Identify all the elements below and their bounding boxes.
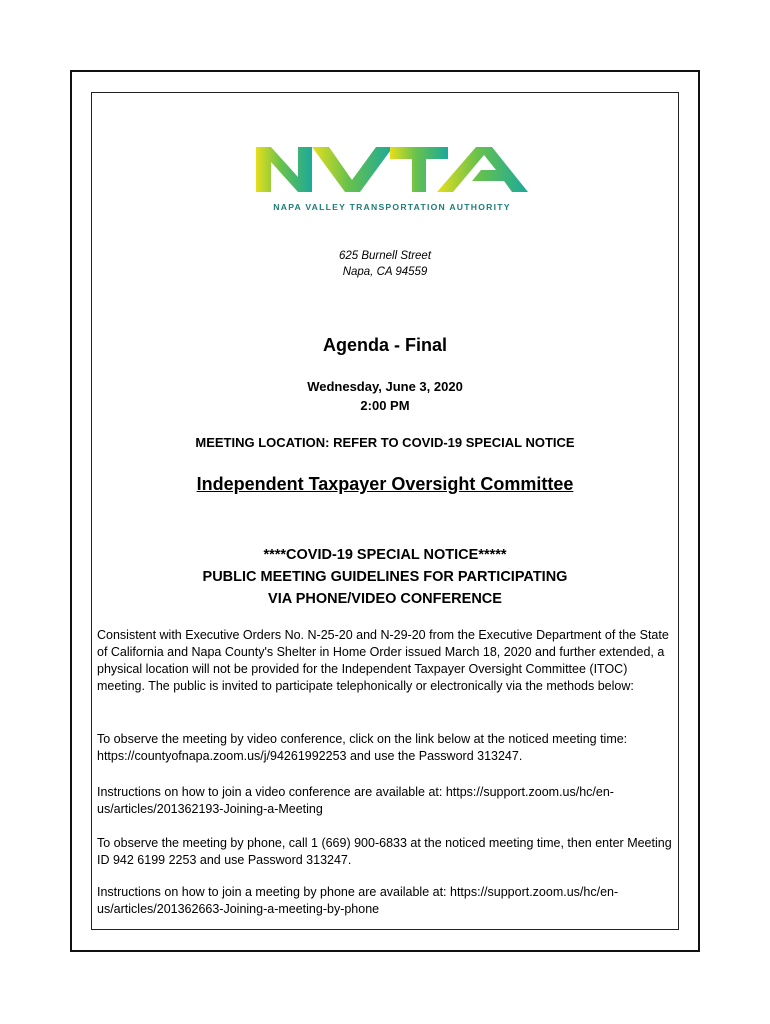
meeting-time: 2:00 PM bbox=[360, 398, 410, 413]
guidelines-heading-line1: PUBLIC MEETING GUIDELINES FOR PARTICIPATING bbox=[202, 569, 568, 585]
video-instructions-paragraph: Instructions on how to join a video conference are available at: https://support.zoom.us/hc/en-us/articles/201362193-Joining-a-Meeting bbox=[97, 785, 614, 816]
phone-paragraph: To observe the meeting by phone, call 1 (669) 900-6833 at the noticed meeting time, then enter Meeting ID 942 6199 2253 and use Password 313247. bbox=[97, 836, 672, 867]
meeting-date: Wednesday, June 3, 2020 bbox=[307, 379, 463, 394]
guidelines-heading-line2: VIA PHONE/VIDEO CONFERENCE bbox=[268, 591, 502, 607]
covid-notice-heading: ****COVID-19 SPECIAL NOTICE***** bbox=[263, 547, 507, 563]
video-conference-paragraph: To observe the meeting by video conference, click on the link below at the noticed meeting time: https://countyofnapa.zoom.us/j/94261992253 and use the Password 313247. bbox=[97, 732, 628, 763]
committee-name: Independent Taxpayer Oversight Committee bbox=[196, 474, 574, 494]
logo-tagline: NAPA VALLEY TRANSPORTATION AUTHORITY bbox=[273, 202, 511, 212]
executive-orders-paragraph: Consistent with Executive Orders No. N-25-20 and N-29-20 from the Executive Department of the State of California and Napa County's Shelter in Home Order issued March 18, 2020 and further extended, a physical location will not be provided for the Independent Taxpayer Oversight Committee (ITOC) meeting. The public is invited to participate telephonically or electronically via the methods below: bbox=[97, 628, 669, 693]
meeting-location: MEETING LOCATION: REFER TO COVID-19 SPECIAL NOTICE bbox=[195, 435, 575, 450]
agenda-title: Agenda - Final bbox=[322, 335, 447, 355]
address-street: 625 Burnell Street bbox=[338, 250, 432, 262]
phone-instructions-paragraph: Instructions on how to join a meeting by phone are available at: https://support.zoom.us/hc/en-us/articles/201362663-Joining-a-meeting-by-phone bbox=[97, 885, 619, 916]
address-city: Napa, CA 94559 bbox=[342, 266, 428, 278]
